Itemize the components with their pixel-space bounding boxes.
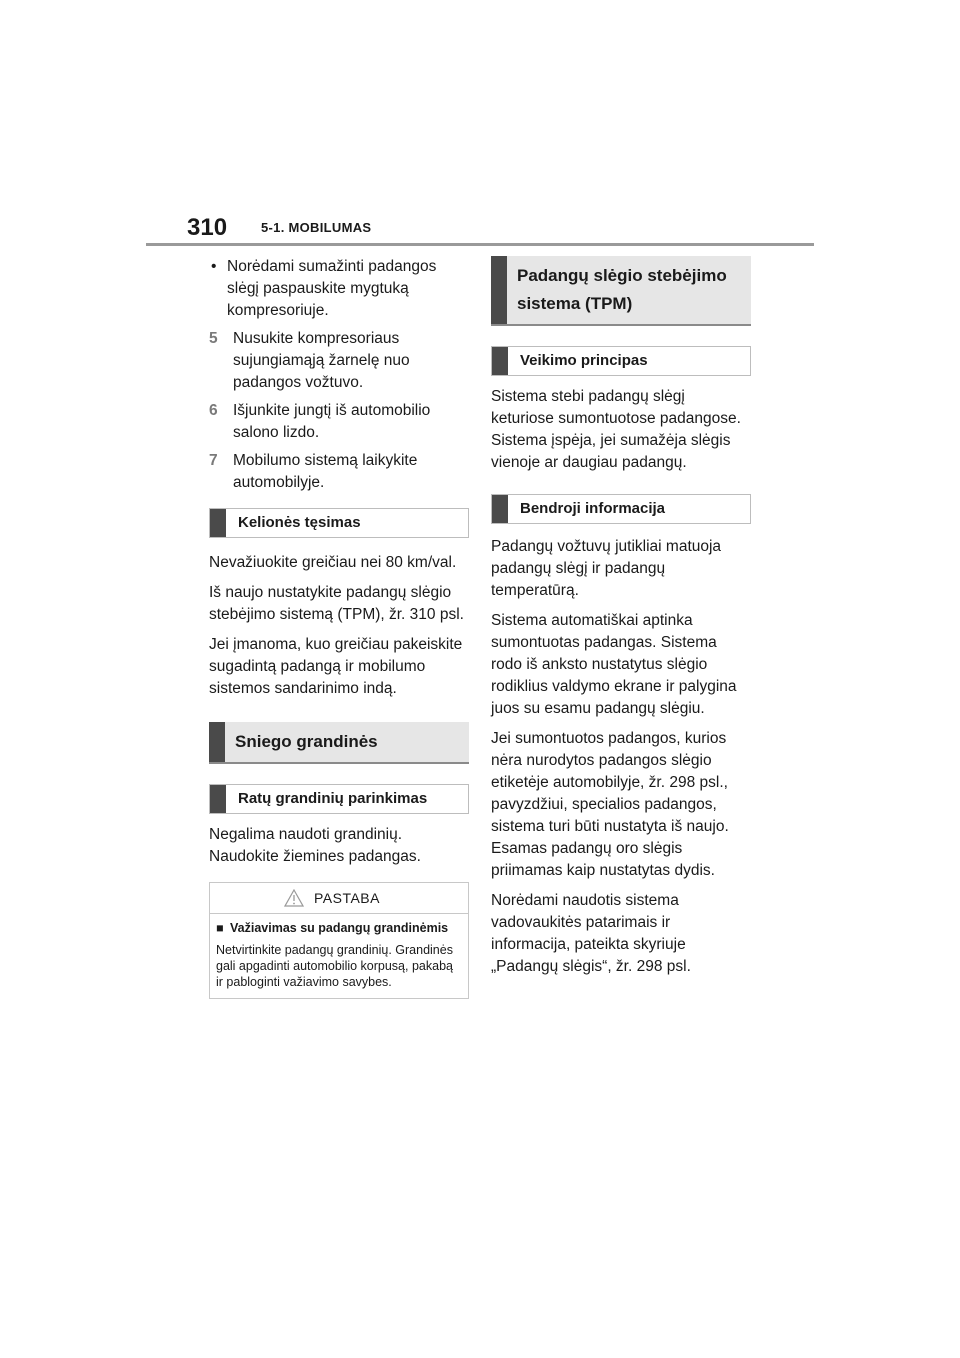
step-text: Mobilumo sistemą laikykite automobilyje. — [233, 452, 418, 491]
square-bullet-icon: ■ — [216, 921, 224, 935]
heading-text: Padangų slėgio stebėjimo sistema (TPM) — [517, 266, 727, 313]
paragraph: Padangų vožtuvų jutikliai matuoja padangų slėgį ir padangų temperatūrą. — [491, 538, 722, 599]
notice-title-text: Važiavimas su padangų grandinėmis — [230, 921, 449, 935]
heading-marker — [492, 347, 508, 375]
heading-tpm — [491, 256, 751, 326]
heading-marker — [209, 722, 225, 762]
subheading-text: Bendroji informacija — [520, 500, 666, 517]
right-column — [491, 256, 751, 986]
step-text: Išjunkite jungtį iš automobilio salono lizdo. — [233, 402, 431, 441]
paragraph: Negalima naudoti grandinių. Naudokite žiemines padangas. — [209, 826, 421, 865]
heading-snow-chains — [209, 722, 469, 764]
subheading-principle — [491, 346, 751, 376]
heading-marker — [210, 785, 226, 813]
bullet-item — [209, 256, 469, 322]
step-item — [209, 450, 469, 494]
paragraph: Sistema stebi padangų slėgį keturiose sumontuotose padangose. Sistema įspėja, jei sumažėja slėgis vienoje ar daugiau padangų. — [491, 388, 741, 471]
step-item — [209, 328, 469, 394]
heading-marker — [491, 256, 507, 324]
section-title: 5-1. MOBILUMAS — [261, 220, 372, 235]
paragraph: Sistema automatiškai aptinka sumontuotas padangas. Sistema rodo iš anksto nustatytus slėgio rodiklius valdymo ekrane ir palygina juos su esamu padangų slėgiu. — [491, 612, 737, 717]
bullet-dot: • — [211, 258, 217, 275]
notice-box — [209, 882, 469, 999]
page-number: 310 — [187, 214, 228, 241]
notice-header — [210, 883, 468, 914]
step-number: 7 — [209, 452, 218, 469]
subheading-text: Kelionės tęsimas — [238, 514, 361, 531]
left-column — [209, 256, 469, 999]
paragraph: Jei įmanoma, kuo greičiau pakeiskite sugadintą padangą ir mobilumo sistemos sandarinimo indą. — [209, 636, 463, 697]
subheading-chain-selection — [209, 784, 469, 814]
warning-triangle-icon — [284, 889, 304, 907]
paragraph: Norėdami naudotis sistema vadovaukitės patarimais ir informacija, pateikta skyriuje „Padangų slėgis“, žr. 298 psl. — [491, 892, 691, 975]
paragraph: Jei sumontuotos padangos, kurios nėra nurodytos padangos slėgio etiketėje automobilyje, žr. 298 psl., pavyzdžiui, specialios padangos, sistema turi būti nustatyta iš naujo. Esamas padangų oro slėgis priimamas kaip nustatytas dydis. — [491, 730, 729, 879]
notice-label: PASTABA — [313, 890, 380, 906]
paragraph: Iš naujo nustatykite padangų slėgio stebėjimo sistemą (TPM), žr. 310 psl. — [209, 584, 464, 623]
step-number: 5 — [209, 330, 218, 347]
step-text: Nusukite kompresoriaus sujungiamąją žarnelę nuo padangos vožtuvo. — [233, 330, 410, 391]
header-divider — [146, 243, 814, 246]
subheading-text: Veikimo principas — [520, 352, 648, 369]
bullet-text: Norėdami sumažinti padangos slėgį paspauskite mygtuką kompresoriuje. — [227, 258, 437, 319]
heading-marker — [210, 509, 226, 537]
step-number: 6 — [209, 402, 218, 419]
subheading-text: Ratų grandinių parinkimas — [238, 790, 428, 807]
notice-title — [216, 920, 462, 936]
heading-marker — [492, 495, 508, 523]
subheading-travel — [209, 508, 469, 538]
subheading-general-info — [491, 494, 751, 524]
step-item — [209, 400, 469, 444]
notice-body — [210, 914, 468, 998]
paragraph: Nevažiuokite greičiau nei 80 km/val. — [209, 554, 457, 571]
notice-text: Netvirtinkite padangų grandinių. Grandinės gali apgadinti automobilio korpusą, pakabą ir pabloginti važiavimo savybes. — [216, 943, 453, 989]
heading-text: Sniego grandinės — [235, 732, 378, 751]
